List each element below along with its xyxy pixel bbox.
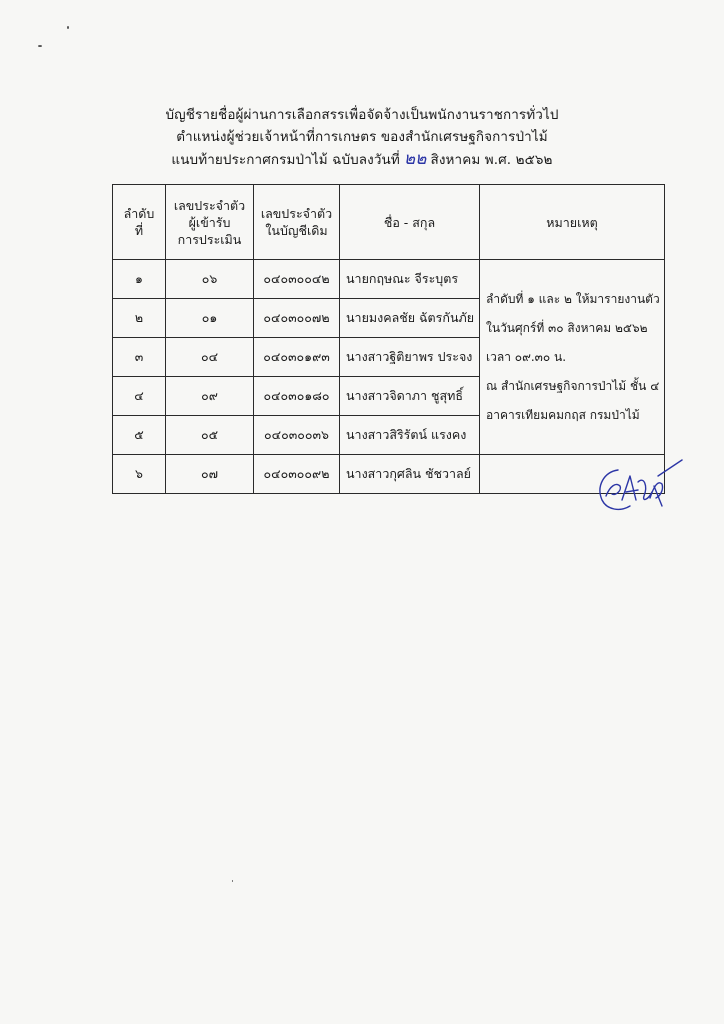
cell-order: ๒ [113,299,166,338]
column-header-line: ที่ [134,223,144,238]
remark-line-5: อาคารเทียมคมกฤส กรมป่าไม้ [486,407,640,422]
table-row [113,455,665,494]
cell-remark [480,260,665,455]
cell-order: ๔ [113,377,166,416]
handwritten-date: ๒๒ [403,149,427,169]
cell-name: นางสาวสิริรัตน์ แรงคง [340,416,480,455]
cell-order: ๓ [113,338,166,377]
remark-line-4: ณ สำนักเศรษฐกิจการป่าไม้ ชั้น ๔ [486,378,660,393]
column-header-line: เลขประจำตัว [173,197,246,213]
title-line-3-suffix: สิงหาคม พ.ศ. ๒๕๖๒ [430,152,553,168]
cell-exam-id: ๐๑ [166,299,254,338]
column-header-line: ในบัญชีเดิม [265,223,328,238]
cell-old-id: ๐๔๐๓๐๑๙๓ [254,338,340,377]
cell-old-id: ๐๔๐๓๐๐๗๒ [254,299,340,338]
cell-old-id: ๐๔๐๓๐๐๔๒ [254,260,340,299]
scan-speck [232,880,233,882]
cell-name: นางสาวจิดาภา ชูสุทธิ์ [340,377,480,416]
scan-speck [38,45,42,47]
table-header-row [113,185,665,260]
remark-line-3: เวลา ๐๙.๓๐ น. [486,349,567,364]
cell-old-id: ๐๔๐๓๐๐๓๖ [254,416,340,455]
column-header-line: ลำดับ [123,206,155,221]
column-header-exam-id [166,185,254,260]
scan-speck [67,26,69,29]
cell-name: นางสาวฐิติยาพร ประจง [340,338,480,377]
cell-order: ๖ [113,455,166,494]
column-header-line: ผู้เข้ารับ [188,214,231,230]
column-header-line: ชื่อ - สกุล [383,214,436,230]
document-title [0,104,724,171]
column-header-order [113,185,166,260]
cell-exam-id: ๐๙ [166,377,254,416]
remark-line-2: ในวันศุกร์ที่ ๓๐ สิงหาคม ๒๕๖๒ [486,320,648,335]
title-line-3-prefix: แนบท้ายประกาศกรมป่าไม้ ฉบับลงวันที่ [171,152,400,168]
cell-name: นายกฤษณะ จีระบุตร [340,260,480,299]
cell-name: นายมงคลชัย ฉัตรกันภัย [340,299,480,338]
remark-line-1: ลำดับที่ ๑ และ ๒ ให้มารายงานตัว [486,291,660,306]
cell-exam-id: ๐๔ [166,338,254,377]
column-header-line: การประเมิน [177,231,242,247]
cell-old-id: ๐๔๐๓๐๐๙๒ [254,455,340,494]
column-header-old-id [254,185,340,260]
handwritten-signature-icon [592,456,684,518]
cell-order: ๑ [113,260,166,299]
cell-name: นางสาวกุศลิน ชัชวาลย์ [340,455,480,494]
cell-exam-id: ๐๖ [166,260,254,299]
title-line-3 [0,148,724,171]
column-header-line: หมายเหตุ [546,214,598,230]
cell-old-id: ๐๔๐๓๐๑๘๐ [254,377,340,416]
cell-exam-id: ๐๕ [166,416,254,455]
cell-exam-id: ๐๗ [166,455,254,494]
title-line-1: บัญชีรายชื่อผู้ผ่านการเลือกสรรเพื่อจัดจ้างเป็นพนักงานราชการทั่วไป [165,107,559,123]
column-header-name [340,185,480,260]
title-line-2: ตำแหน่งผู้ช่วยเจ้าหน้าที่การเกษตร ของสำนักเศรษฐกิจการป่าไม้ [176,129,548,145]
column-header-remark [480,185,665,260]
column-header-line: เลขประจำตัว [260,206,333,221]
cell-order: ๕ [113,416,166,455]
table-row [113,260,665,299]
candidate-table [112,184,665,494]
